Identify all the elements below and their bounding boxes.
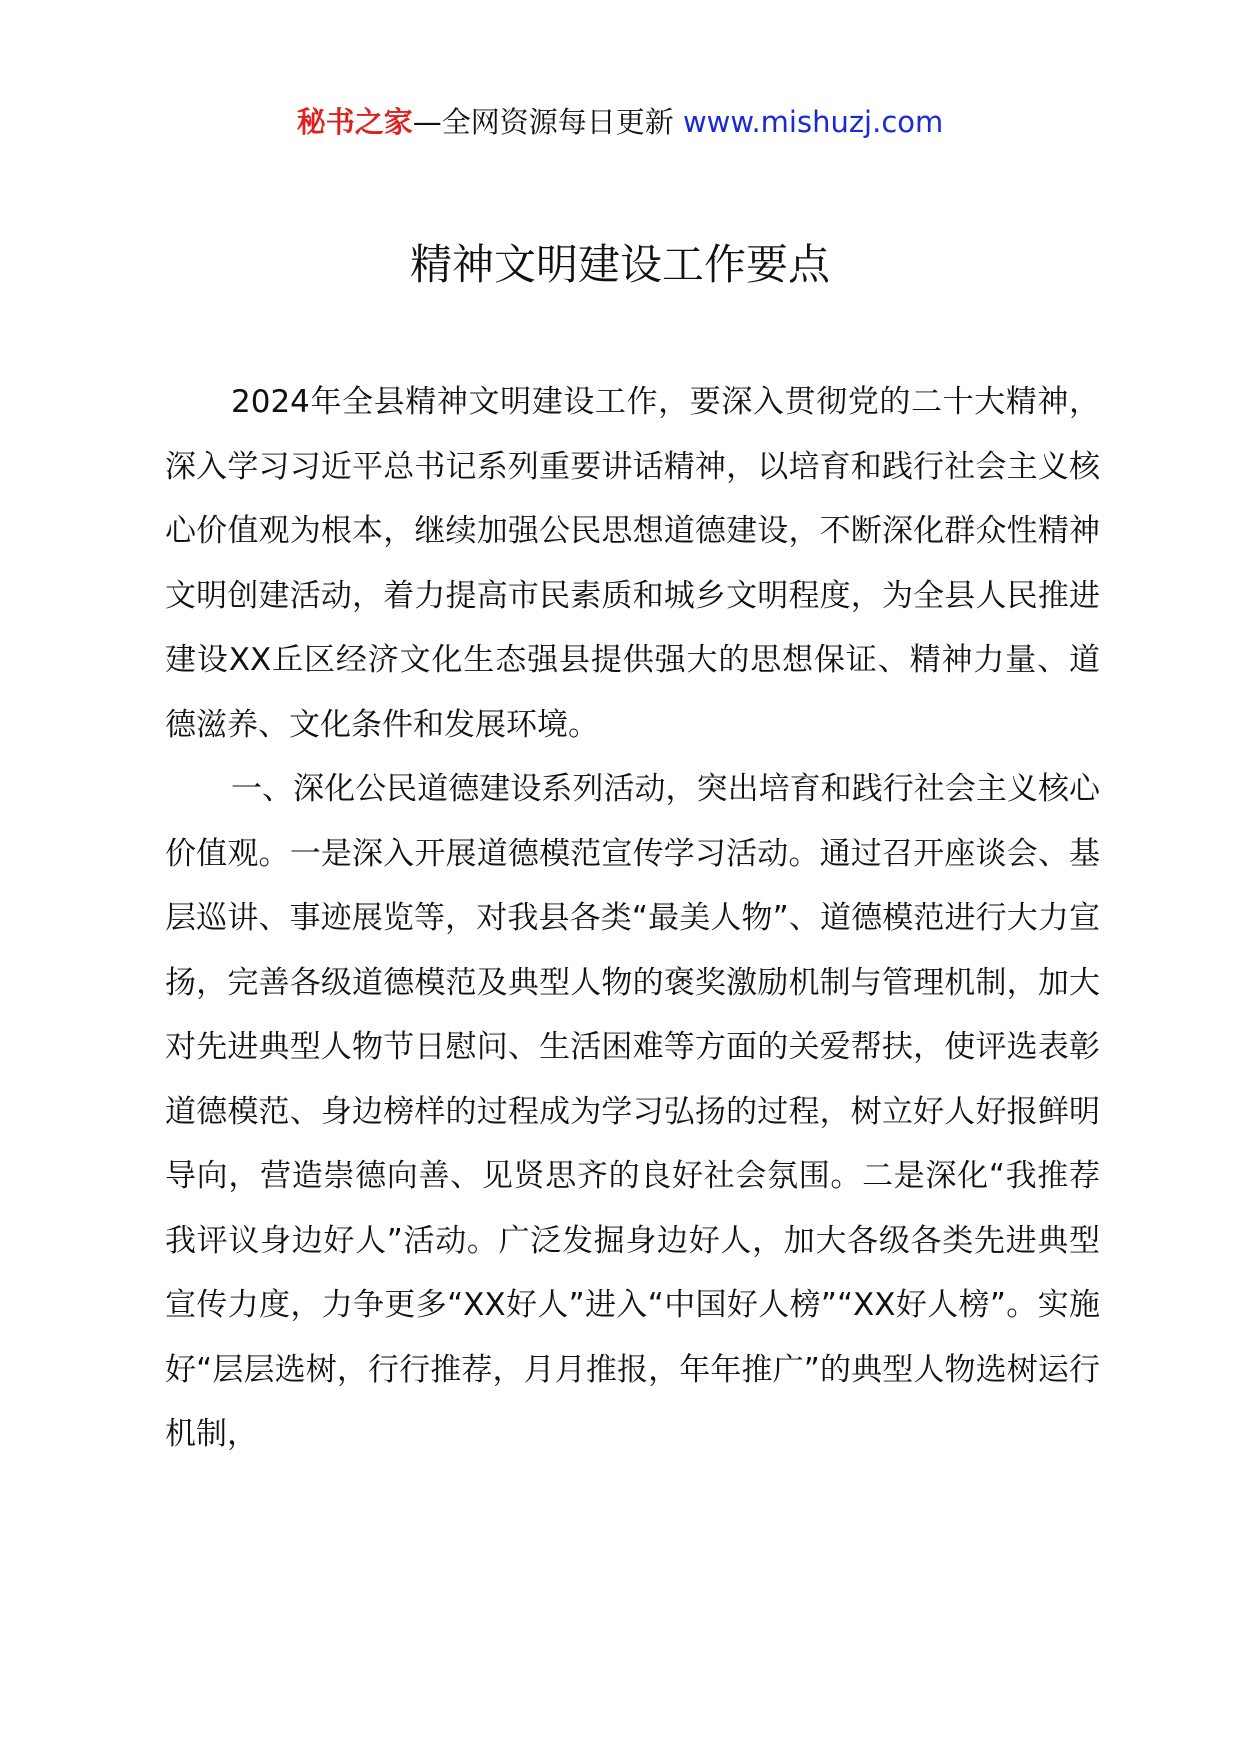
header-slogan: —全网资源每日更新 bbox=[412, 105, 683, 139]
site-header bbox=[0, 100, 1240, 144]
paragraph-intro: 2024年全县精神文明建设工作，要深入贯彻党的二十大精神，深入学习习近平总书记系列重要讲话精神，以培育和践行社会主义核心价值观为根本，继续加强公民思想道德建设，不断深化群众性精神文明创建活动，着力提高市民素质和城乡文明程度，为全县人民推进建设XX丘区经济文化生态强县提供强大的思想保证、精神力量、道德滋养、文化条件和发展环境。 bbox=[165, 384, 1100, 743]
site-url-link[interactable]: www.mishuzj.com bbox=[682, 105, 944, 139]
brand-name: 秘书之家 bbox=[296, 105, 413, 139]
paragraph-section-one: 一、深化公民道德建设系列活动，突出培育和践行社会主义核心价值观。一是深入开展道德模范宣传学习活动。通过召开座谈会、基层巡讲、事迹展览等，对我县各类“最美人物”、道德模范进行大力宣扬，完善各级道德模范及典型人物的褒奖激励机制与管理机制，加大对先进典型人物节日慰问、生活困难等方面的关爱帮扶，使评选表彰道德模范、身边榜样的过程成为学习弘扬的过程，树立好人好报鲜明导向，营造崇德向善、见贤思齐的良好社会氛围。二是深化“我推荐我评议身边好人”活动。广泛发掘身边好人，加大各级各类先进典型宣传力度，力争更多“XX好人”进入“中国好人榜”“XX好人榜”。实施好“层层选树，行行推荐，月月推报，年年推广”的典型人物选树运行机制， bbox=[165, 771, 1100, 1452]
document-body bbox=[165, 370, 1100, 1467]
document-title: 精神文明建设工作要点 bbox=[409, 240, 830, 289]
